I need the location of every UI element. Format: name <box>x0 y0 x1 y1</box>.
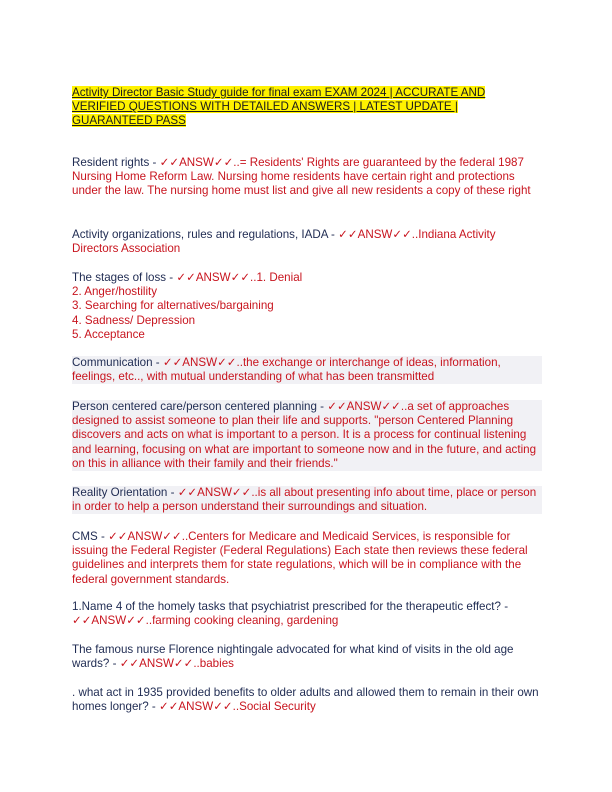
answer: ✓✓ANSW✓✓..1. Denial <box>176 271 303 284</box>
answer: ✓✓ANSW✓✓..is all about presenting info about time, place or person in order to help a person understand their surroundings and situation. <box>72 486 537 514</box>
answer: ✓✓ANSW✓✓..= Residents' Rights are guaranteed by the federal 1987 Nursing Home Reform Law. Nursing home residents have certain right and protections under the law. The nursing home must list and give all new residents a copy of these right <box>72 156 531 198</box>
document-title <box>72 86 532 128</box>
qa-item-stages-of-loss <box>72 271 542 342</box>
question: Person centered care/person centered planning - <box>72 400 328 413</box>
answer: ✓✓ANSW✓✓..farming cooking cleaning, gardening <box>72 614 339 628</box>
answer: ✓✓ANSW✓✓..Social Security <box>159 700 316 714</box>
qa-item-person-centered <box>72 400 542 471</box>
list-item: 4. Sadness/ Depression <box>72 313 196 327</box>
list-item: 3. Searching for alternatives/bargaining <box>72 299 274 313</box>
question: CMS - <box>72 530 109 543</box>
answer: ✓✓ANSW✓✓..babies <box>119 657 234 671</box>
question: Reality Orientation - <box>72 486 178 499</box>
answer: ✓✓ANSW✓✓..a set of approaches designed to assist someone to plan their life and supports. "person Centered Planning discovers and acts on what is important to a person. It is a process for continual listening and learning, focusing on what are important to someone now and in the future, and acting on this in alliance with their family and their friends." <box>72 400 537 470</box>
question: The stages of loss - <box>72 271 177 284</box>
question: Resident rights - <box>72 156 160 169</box>
question: Activity organizations, rules and regulations, IADA - <box>72 228 339 241</box>
question: 1.Name 4 of the homely tasks that psychiatrist prescribed for the therapeutic effect? - <box>72 600 509 613</box>
list-item: 2. Anger/hostility <box>72 285 158 299</box>
qa-item-homely-tasks <box>72 600 542 628</box>
qa-item-nightingale <box>72 643 542 671</box>
answer: ✓✓ANSW✓✓..Centers for Medicare and Medicaid Services, is responsible for issuing the Federal Register (Federal Regulations) Each state then reviews these federal guidelines and interprets them for state regulations, which will be in compliance with the federal government standards. <box>72 530 528 586</box>
question: The famous nurse Florence nightingale advocated for what kind of visits in the old age wards? - <box>72 643 514 671</box>
title-highlight: Activity Director Basic Study guide for final exam EXAM 2024 | ACCURATE AND VERIFIED QUESTIONS WITH DETAILED ANSWERS | LATEST UPDATE | GUARANTEED PASS <box>72 86 486 127</box>
qa-item-communication <box>72 356 542 384</box>
question: . what act in 1935 provided benefits to older adults and allowed them to remain in their own homes longer? - <box>72 686 539 714</box>
qa-item-act-1935 <box>72 686 542 714</box>
qa-item-cms <box>72 530 542 587</box>
qa-item-reality-orientation <box>72 486 542 514</box>
list-item: 5. Acceptance <box>72 327 145 341</box>
question: Communication - <box>72 356 163 369</box>
answer: ✓✓ANSW✓✓..Indiana Activity Directors Association <box>72 228 496 256</box>
qa-item-resident-rights <box>72 156 542 199</box>
qa-item-iada <box>72 228 542 256</box>
answer: ✓✓ANSW✓✓..the exchange or interchange of ideas, information, feelings, etc.., with mutual understanding of what has been transmitted <box>72 356 501 384</box>
